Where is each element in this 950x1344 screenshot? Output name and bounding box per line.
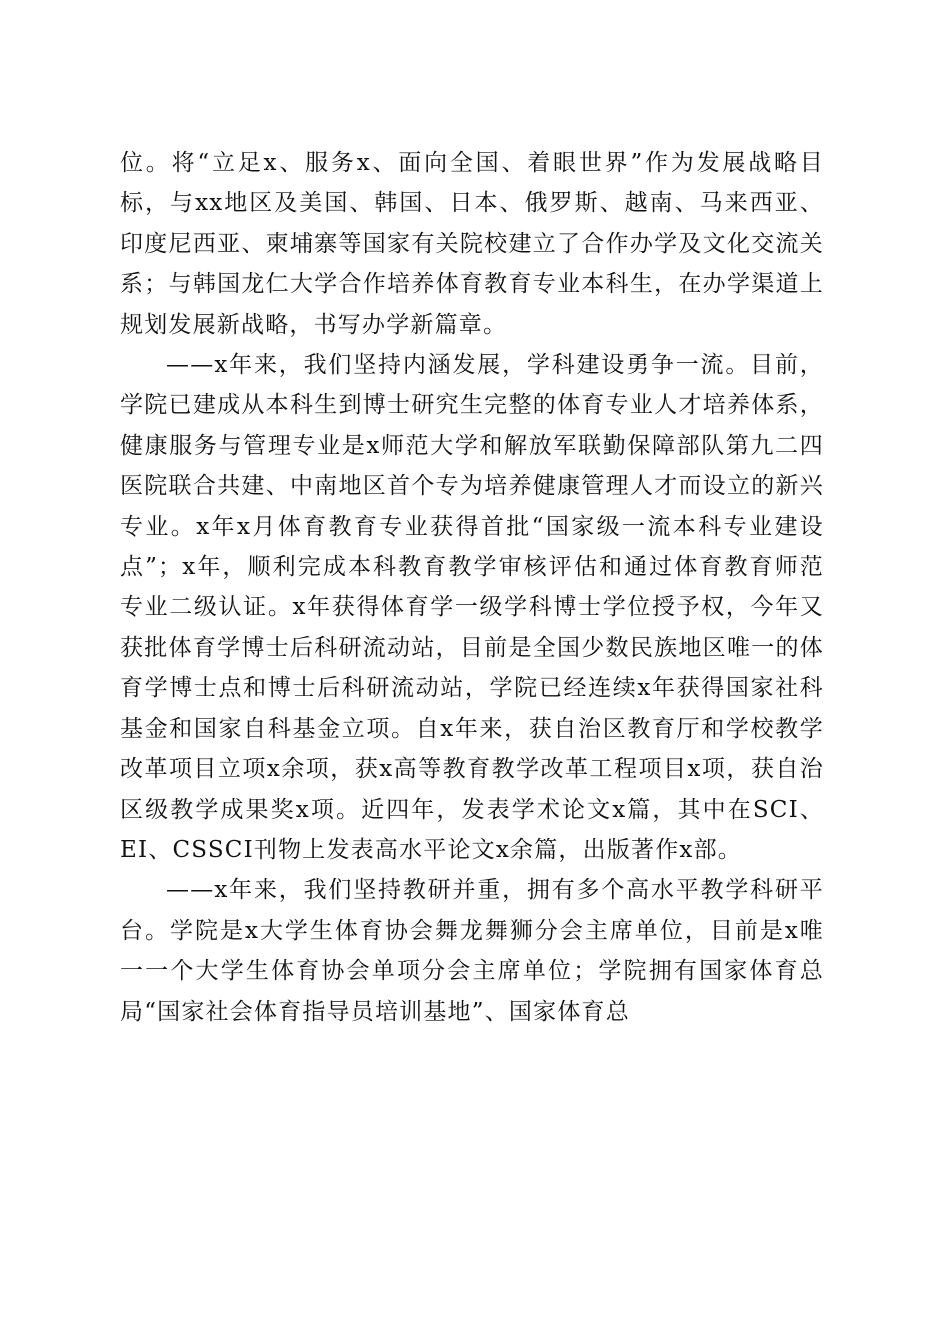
paragraph-teaching-research: ——x年来，我们坚持教研并重，拥有多个高水平教学科研平台。学院是x大学生体育协会舞龙舞狮分会主席单位，目前是x唯一一个大学生体育协会单项分会主席单位；学院拥有国家体育总局“国家社会体育指导员培训基地”、国家体育总 <box>120 877 824 1025</box>
paragraph-discipline-construction: ——x年来，我们坚持内涵发展，学科建设勇争一流。目前，学院已建成从本科生到博士研究生完整的体育专业人才培养体系，健康服务与管理专业是x师范大学和解放军联勤保障部队第九二四医院联合共建、中南地区首个专为培养健康管理人才而设立的新兴专业。x年x月体育教育专业获得首批“国家级一流本科专业建设点”；x年，顺利完成本科教育教学审核评估和通过体育教育师范专业二级认证。x年获得体育学一级学科博士学位授予权，今年又获批体育学博士后科研流动站，目前是全国少数民族地区唯一的体育学博士点和博士后科研流动站，学院已经连续x年获得国家社科基金和国家自科基金立项。自x年来，获自治区教育厅和学校教学改革项目立项x余项，获x高等教育教学改革工程项目x项，获自治区级教学成果奖x项。近四年，发表学术论文x篇，其中在SCI、EI、CSSCI刊物上发表高水平论文x余篇，出版著作x部。 <box>120 352 824 863</box>
document-body <box>120 143 824 1032</box>
paragraph-continuation: 位。将“立足x、服务x、面向全国、着眼世界”作为发展战略目标，与xx地区及美国、韩国、日本、俄罗斯、越南、马来西亚、印度尼西亚、柬埔寨等国家有关院校建立了合作办学及文化交流关系；与韩国龙仁大学合作培养体育教育专业本科生，在办学渠道上规划发展新战略，书写办学新篇章。 <box>120 150 824 338</box>
